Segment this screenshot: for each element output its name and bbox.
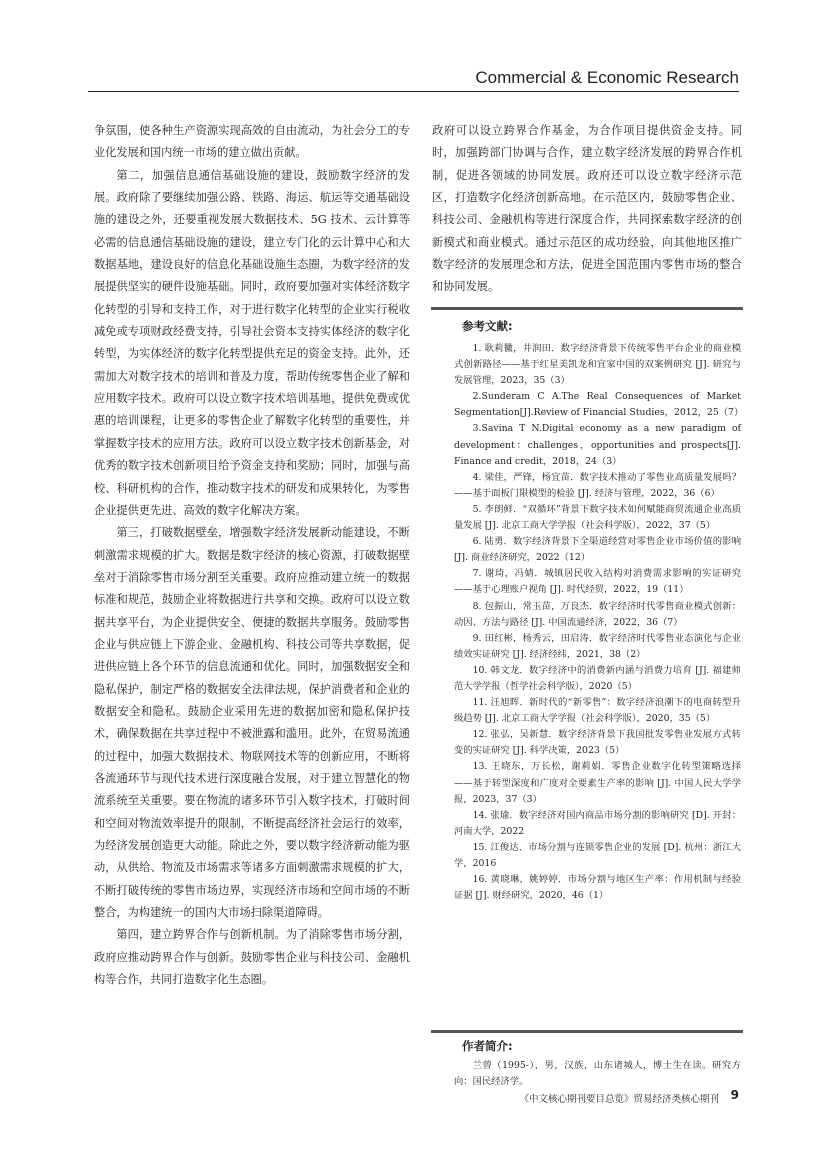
reference-item: 3.Savina T N.Digital economy as a new paradigm of development：challenges，opportunities and prospects[J]. Finance and credit，2018，24（3）	[454, 423, 741, 467]
journal-title: Commercial & Economic Research	[475, 68, 739, 87]
author-bio	[454, 1058, 741, 1090]
author-heading: 作者简介:	[462, 1039, 513, 1053]
author-top-divider	[431, 1030, 743, 1033]
body-paragraph: 第二，加强信息通信基础设施的建设，鼓励数字经济的发展。政府除了要继续加强公路、铁路、海运、航运等交通基础设施的建设之外，还要重视发展大数据技术、5G 技术、云计算等必需的信息通信基础设施的建设，建立专门化的云计算中心和大数据基地，建设良好的信息化基础设施生态圈，为数字经济的发展提供坚实的硬件设施基础。同时，政府要加强对实体经济数字化转型的引导和支持工作，对于进行数字化转型的企业实行税收减免或专项财政经费支持，引导社会资本支持实体经济的数字化转型，为实体经济的数字化转型提供充足的资金支持。此外，还需加大对数字技术的培训和普及力度，帮助传统零售企业了解和应用数字技术。政府可以设立数字技术培训基地，提供免费或优惠的培训课程，让更多的零售企业了解数字化转型的重要性，并掌握数字技术的应用方法。政府可以设立数字技术创新基金，对优秀的数字技术创新项目给予资金支持和奖励；同时，加强与高校、科研机构的合作，推动数字技术的研发和成果转化，为零售企业提供更先进、高效的数字化解决方案。	[94, 168, 410, 517]
body-paragraph: 政府可以设立跨界合作基金，为合作项目提供资金支持。同时，加强跨部门协调与合作，建立数字经济发展的跨界合作机制，促进各领域的协同发展。政府还可以设立数字经济示范区，打造数字化经济创新高地。在示范区内，鼓励零售企业、科技公司、金融机构等进行深度合作，共同探索数字经济的创新模式和商业模式。通过示范区的成功经验，向其他地区推广数字经济的发展理念和方法，促进全国范围内零售市场的整合和协同发展。	[432, 124, 742, 294]
reference-item: 4. 梁佳，严锋，杨宜苗．数字技术推动了零售业高质量发展吗？——基于面板门限模型的检验 [J]. 经济与管理，2022，36（6）	[454, 471, 741, 499]
reference-item: 11. 汪旭晖．新时代的“新零售”：数字经济浪潮下的电商转型升级趋势 [J]. 北京工商大学学报（社会科学版），2020，35（5）	[454, 697, 741, 725]
footer-journal-note: 《中文核心期刊要目总览》贸易经济类核心期刊	[519, 1094, 719, 1105]
body-paragraph: 第三，打破数据壁垒，增强数字经济发展新动能建设，不断刺激需求规模的扩大。数据是数字经济的核心资源，打破数据壁垒对于消除零售市场分割至关重要。政府应推动建立统一的数据标准和规范，鼓励企业将数据进行共享和交换。政府可以设立数据共享平台，为企业提供安全、便捷的数据共享服务。鼓励零售企业与供应链上下游企业、金融机构、科技公司等共享数据，促进供应链上各个环节的信息流通和优化。同时，加强数据安全和隐私保护，制定严格的数据安全法律法规，保护消费者和企业的数据安全和隐私。鼓励企业采用先进的数据加密和隐私保护技术，确保数据在共享过程中不被泄露和滥用。此外，在贸易流通的过程中，加强大数据技术、物联网技术等的创新应用，不断将各流通环节与现代技术进行深度融合发展，对于建立智慧化的物流系统至关重要。要在物流的诸多环节引入数字技术，打破时间和空间对物流效率提升的限制，不断提高经济社会运行的效率，为经济发展创造更大动能。除此之外，要以数字经济新动能为驱动，从供给、物流及市场需求等诸多方面刺激需求规模的扩大，不断打破传统的零售市场边界，实现经济市场和空间市场的不断整合，为构建统一的国内大市场扫除渠道障碍。	[94, 526, 410, 920]
references-top-divider	[431, 307, 743, 310]
reference-item: 5. 李朗鲜．“双循环”背景下数字技术如何赋能商贸流通企业高质量发展 [J]. 北京工商大学学报（社会科学版），2022，37（5）	[454, 503, 741, 532]
references-heading: 参考文献:	[462, 319, 513, 333]
reference-item: 14. 张瑜．数字经济对国内商品市场分割的影响研究 [D]. 开封：河南大学，2022	[454, 809, 741, 837]
reference-item: 7. 谢琦，冯婧．城镇居民收入结构对消费需求影响的实证研究——基于心理账户视角 [J]. 时代经贸，2022，19（11）	[454, 568, 741, 596]
reference-item: 10. 韩文龙．数字经济中的消费新内涵与消费力培育 [J]. 福建师范大学学报（哲学社会科学版），2020（5）	[454, 664, 741, 692]
page-number: 9	[730, 1088, 739, 1102]
reference-item: 16. 黄晓琳，姚婷婷．市场分割与地区生产率：作用机制与经验证据 [J]. 财经研究，2020，46（1）	[454, 874, 741, 902]
header-rule	[88, 91, 739, 92]
reference-item: 2.Sunderam C A.The Real Consequences of Market Segmentation[J].Review of Financial Studies，2012，25（7）	[454, 391, 744, 419]
reference-item: 8. 包振山，常玉苗，万良杰．数字经济时代零售商业模式创新：动因、方法与路径 [J]. 中国流通经济，2022，36（7）	[454, 600, 741, 628]
reference-item: 6. 陆勇．数字经济背景下全渠道经营对零售企业市场价值的影响 [J]. 商业经济研究，2022（12）	[454, 536, 741, 564]
author-bio-text: 兰曾（1995-），男，汉族，山东诸城人，博士生在读。研究方向：国民经济学。	[454, 1060, 741, 1088]
right-column-body	[432, 120, 742, 299]
reference-item: 1. 耿莉黴，井润田．数字经济背景下传统零售平台企业的商业模式创新路径——基于红星美凯龙和宜家中国的双案例研究 [J]. 研究与发展管理，2023，35（3）	[454, 343, 741, 387]
body-paragraph: 第四，建立跨界合作与创新机制。为了消除零售市场分割，政府应推动跨界合作与创新。鼓励零售企业与科技公司、金融机构等合作，共同打造数字化生态圈。	[94, 928, 410, 987]
reference-item: 13. 王晓东，万长松，谢莉娟．零售企业数字化转型策略选择——基于转型深度和广度对全要素生产率的影响 [J]. 中国人民大学学报，2023，37（3）	[454, 761, 741, 805]
body-paragraph: 争氛围，使各种生产资源实现高效的自由流动，为社会分工的专业化发展和国内统一市场的建立做出贡献。	[94, 124, 410, 160]
references-list	[454, 341, 744, 904]
reference-item: 9. 田红彬，杨秀云，田启涛．数字经济时代零售业态演化与企业绩效实证研究 [J]. 经济经纬，2021，38（2）	[454, 632, 741, 660]
reference-item: 12. 张弘，吴新慧．数字经济背景下我国批发零售业发展方式转变的实证研究 [J]. 科学决策，2023（5）	[454, 729, 741, 757]
left-column	[94, 120, 410, 991]
reference-item: 15. 江俊达．市场分割与连锁零售企业的发展 [D]. 杭州：浙江大学，2016	[454, 841, 741, 869]
